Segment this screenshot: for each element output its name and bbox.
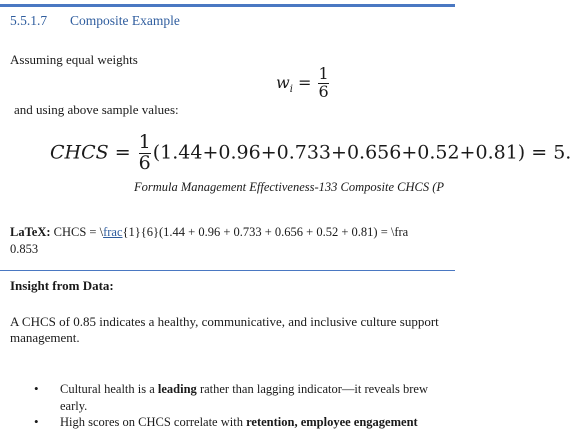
bullet-2-bold: retention, employee engagement — [246, 415, 418, 429]
equation-lhs: CHCS — [50, 141, 109, 164]
equation-numerator: 1 — [138, 131, 151, 153]
equation-equals-2: = — [525, 141, 554, 164]
equation-body: (1.44+0.96+0.733+0.656+0.52+0.81) — [152, 141, 526, 164]
equation-fraction — [139, 133, 151, 174]
bullet-1-bold: leading — [157, 382, 197, 396]
section-heading — [10, 13, 180, 29]
weight-numerator: 1 — [318, 64, 329, 83]
insight-paragraph-line2: management. — [10, 330, 80, 345]
top-rule — [0, 4, 455, 7]
chcs-equation — [50, 133, 571, 174]
latex-result: 0.853 — [10, 242, 39, 256]
bullet-1-pre: Cultural health is a — [60, 382, 158, 396]
weight-denominator: 6 — [318, 81, 329, 101]
bullet-item-1 — [60, 382, 428, 397]
bullet-marker-1: • — [34, 381, 39, 396]
bullet-item-2 — [60, 415, 418, 430]
intro-text: Assuming equal weights — [10, 52, 138, 67]
section-divider — [0, 270, 455, 271]
equation-caption: Formula Management Effectiveness-133 Composite CHCS (P — [134, 180, 445, 194]
section-number: 5.5.1.7 — [10, 13, 48, 28]
insight-paragraph-line1: A CHCS of 0.85 indicates a healthy, communicative, and inclusive culture support — [10, 314, 439, 329]
weight-symbol: w — [276, 72, 290, 92]
section-title: Composite Example — [70, 13, 180, 28]
bullet-2-pre: High scores on CHCS correlate with — [60, 415, 247, 429]
equation-equals-1: = — [108, 141, 137, 164]
latex-pre: CHCS = \ — [50, 225, 104, 239]
latex-line — [10, 225, 408, 240]
weight-equals: = — [292, 72, 317, 92]
equation-denominator: 6 — [138, 151, 151, 174]
weight-formula — [276, 66, 331, 101]
latex-post: {1}{6}(1.44 + 0.96 + 0.733 + 0.656 + 0.52 + 0.81) = \fra — [122, 225, 409, 239]
bullet-item-1-continued: early. — [60, 399, 88, 413]
weight-subscript: i — [289, 83, 293, 95]
latex-label: LaTeX: — [10, 225, 51, 239]
weight-fraction — [318, 66, 328, 101]
bullet-marker-2: • — [34, 414, 39, 429]
insight-heading: Insight from Data: — [10, 278, 114, 293]
latex-link[interactable]: frac — [103, 225, 123, 239]
equation-result: 5. — [553, 141, 571, 164]
sample-text: and using above sample values: — [14, 102, 179, 117]
bullet-1-post: rather than lagging indicator—it reveals brew — [196, 382, 428, 396]
